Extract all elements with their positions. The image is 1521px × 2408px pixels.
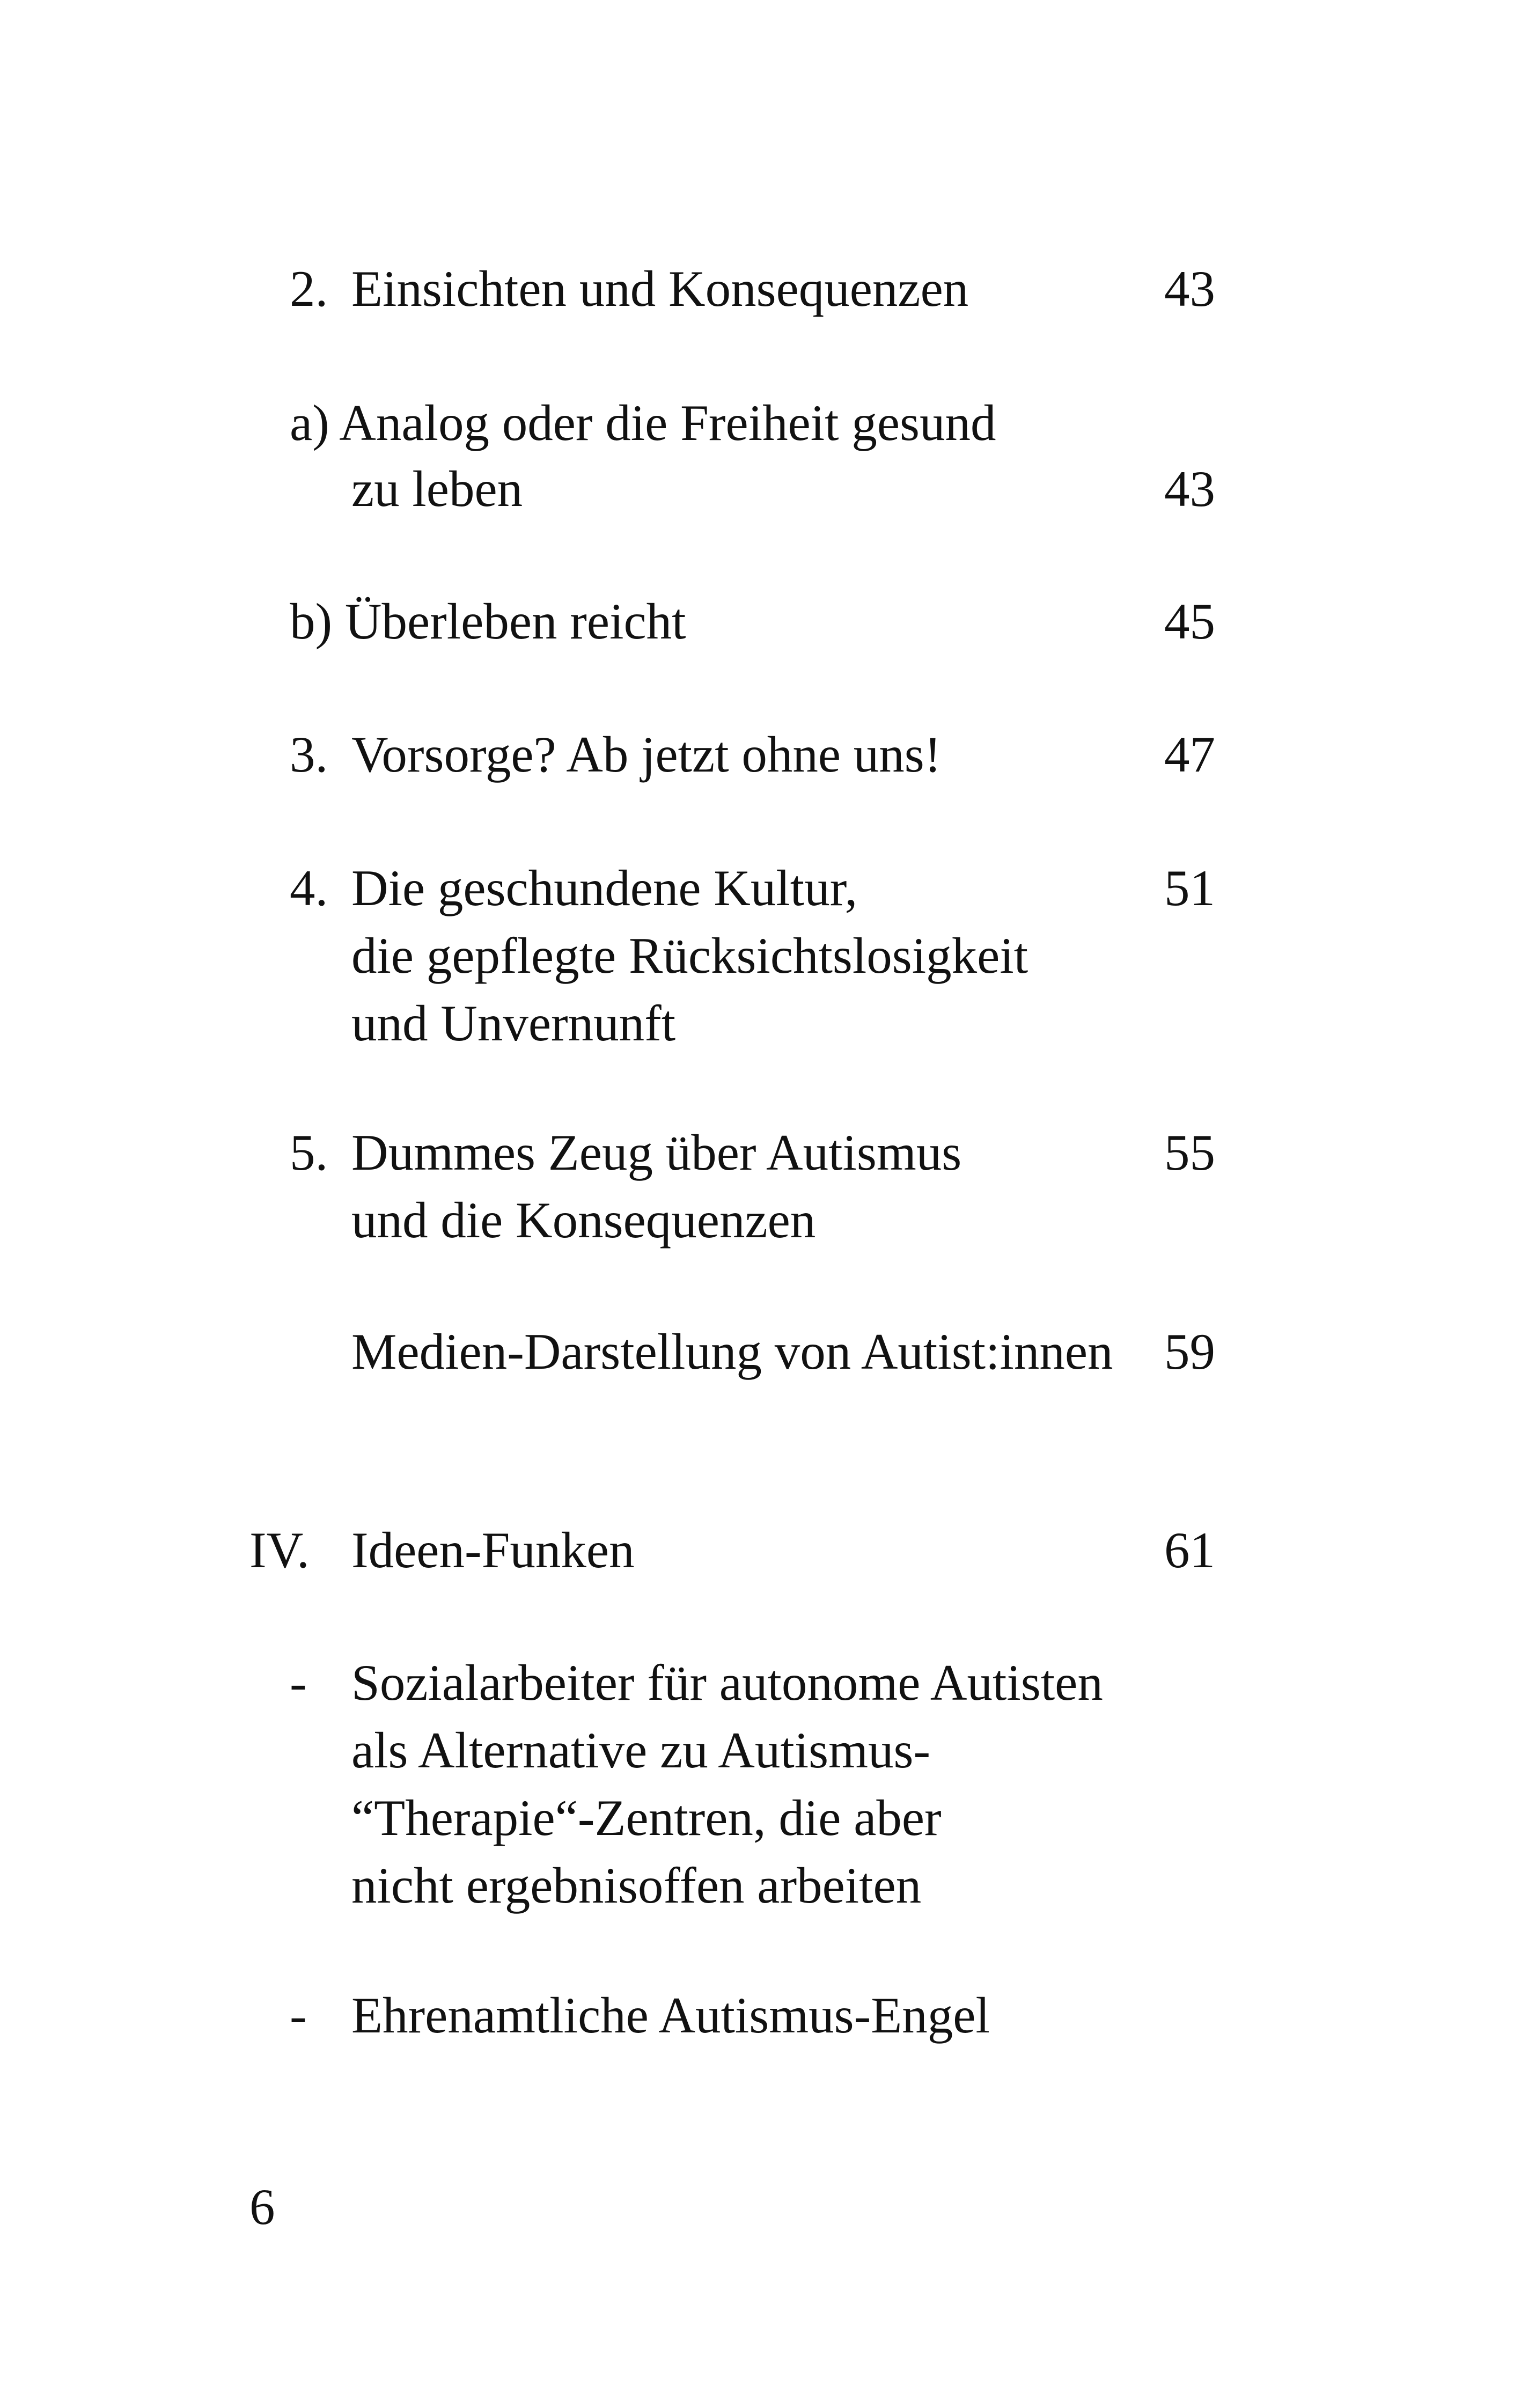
page-number: 6 bbox=[249, 2178, 275, 2235]
entry-title-line: Sozialarbeiter für autonome Autisten bbox=[351, 1654, 1103, 1711]
entry-title bbox=[351, 854, 1172, 1057]
entry-title-line: und die Konsequenzen bbox=[351, 1192, 816, 1249]
entry-number: 4. bbox=[290, 860, 328, 916]
entry-title-line: die gepflegte Rücksichtslosigkeit bbox=[351, 927, 1028, 984]
entry-number: 5. bbox=[290, 1124, 328, 1181]
entry-page-number: 43 bbox=[1164, 460, 1215, 517]
entry-number: 3. bbox=[290, 726, 328, 783]
entry-bullet: - bbox=[290, 1654, 307, 1711]
entry-title-line: b) Überleben reicht bbox=[290, 593, 686, 650]
entry-title bbox=[351, 1119, 1172, 1254]
entry-title-line: Die geschundene Kultur, bbox=[351, 860, 858, 916]
entry-title bbox=[351, 255, 1172, 322]
entry-title-line: Einsichten und Konsequenzen bbox=[351, 260, 969, 317]
entry-bullet: - bbox=[290, 1987, 307, 2044]
entry-title bbox=[351, 1649, 1172, 1919]
entry-page-number: 55 bbox=[1164, 1124, 1215, 1181]
entry-title-line: a) Analog oder die Freiheit gesund bbox=[290, 394, 996, 451]
entry-title bbox=[351, 721, 1172, 788]
entry-number: IV. bbox=[249, 1522, 310, 1579]
entry-page-number: 43 bbox=[1164, 260, 1215, 317]
entry-title bbox=[351, 1981, 1172, 2049]
entry-page-number: 47 bbox=[1164, 726, 1215, 783]
entry-title bbox=[351, 1516, 1172, 1584]
entry-title-line: Vorsorge? Ab jetzt ohne uns! bbox=[351, 726, 942, 783]
entry-number: 2. bbox=[290, 260, 328, 317]
entry-title-line: zu leben bbox=[351, 460, 523, 517]
entry-title-line: Ideen-Funken bbox=[351, 1522, 635, 1579]
entry-title-line: als Alternative zu Autismus- bbox=[351, 1722, 931, 1779]
entry-page-number: 51 bbox=[1164, 860, 1215, 916]
entry-title-line: und Unvernunft bbox=[351, 995, 676, 1052]
entry-title-line: “Therapie“-Zentren, die aber bbox=[351, 1789, 942, 1846]
entry-title-line: nicht ergebnisoffen arbeiten bbox=[351, 1857, 922, 1914]
entry-page-number: 61 bbox=[1164, 1522, 1215, 1579]
entry-page-number: 59 bbox=[1164, 1323, 1215, 1380]
entry-page-number: 45 bbox=[1164, 593, 1215, 650]
entry-title bbox=[351, 1318, 1172, 1385]
entry-title-line: Dummes Zeug über Autismus bbox=[351, 1124, 962, 1181]
entry-title-line: Ehrenamtliche Autismus-Engel bbox=[351, 1987, 990, 2044]
entry-title-line: Medien-Darstellung von Autist:innen bbox=[351, 1323, 1113, 1380]
